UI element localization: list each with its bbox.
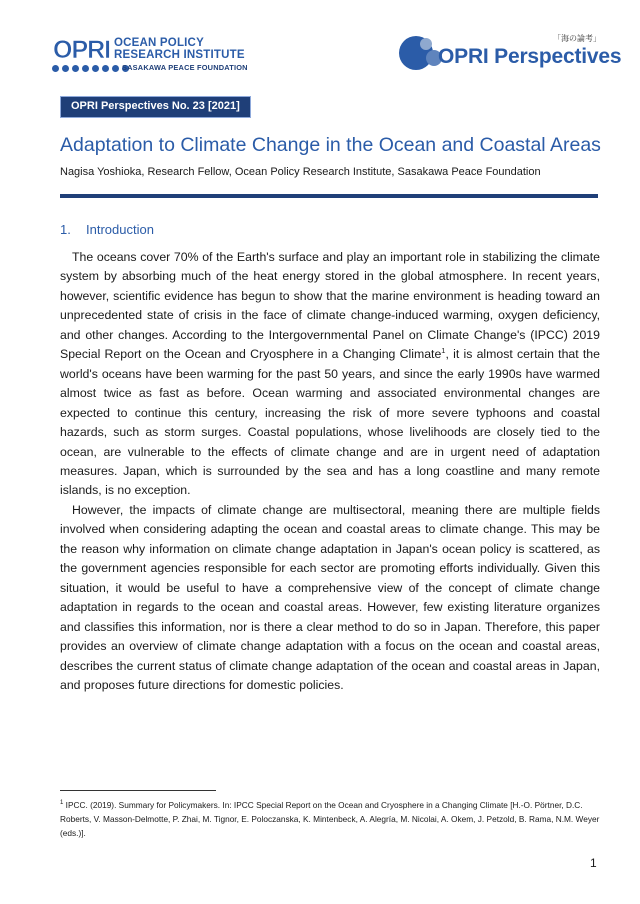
foundation-name: SASAKAWA PEACE FOUNDATION bbox=[122, 63, 248, 72]
perspectives-logo bbox=[398, 33, 622, 77]
series-badge: OPRI Perspectives No. 23 [2021] bbox=[60, 96, 251, 118]
author-line: Nagisa Yoshioka, Research Fellow, Ocean Policy Research Institute, Sasakawa Peace Foundation bbox=[60, 166, 541, 178]
footnote-marker: 1 bbox=[60, 800, 64, 807]
logo-dots bbox=[52, 63, 129, 73]
footnote-text: IPCC. (2019). Summary for Policymakers. In: IPCC Special Report on the Ocean and Cryosphere in a Changing Climate [H.-O. Pörtner, D.C. Roberts, V. Masson-Delmotte, P. Zhai, M. Tignor, E. Poloczanska, K. Mintenbeck, A. Alegría, M. Nicolai, A. Okem, J. Petzold, B. Rama, N.M. Weyer (eds.)]. bbox=[60, 800, 600, 838]
opri-logo bbox=[52, 36, 282, 76]
footnote-divider bbox=[60, 790, 216, 791]
body-text bbox=[60, 248, 600, 695]
paragraph-text: The oceans cover 70% of the Earth's surface and play an important role in stabilizing the climate system by absorbing much of the heat energy stored in the global atmosphere. In recent years, however, scientific evidence has begun to show that the marine environment is heading toward an unprecedented state of crisis in the face of climate change-induced warming, oxygen deficiency, and other changes. According to the Intergovernmental Panel on Climate Change's (IPCC) 2019 Special Report on the Ocean and Cryosphere in a Changing Climate bbox=[60, 250, 600, 362]
footnote-reference[interactable]: 1 bbox=[441, 346, 446, 356]
paragraph: However, the impacts of climate change are multisectoral, meaning there are multiple fields involved when considering adapting the ocean and coastal areas to climate change. This may be the reason why information on climate change adaptation in Japan's ocean policy is scattered, as the government agencies responsible for each sector are promoting efforts individually. Given this situation, it would be useful to have a comprehensive view of the concept of climate change adaptation in regards to the ocean and coastal areas. However, few existing literature organizes and classifies this information, nor is there a clear method to do so in Japan. Therefore, this paper provides an overview of climate change adaptation with a focus on the ocean and coastal areas, describes the current status of climate change adaptation of the ocean and coastal areas in Japan, and proposes future directions for domestic policies. bbox=[60, 502, 600, 692]
opri-logo-letters: OPRI bbox=[53, 36, 110, 62]
perspectives-title: OPRI Perspectives bbox=[438, 45, 622, 68]
section-title: Introduction bbox=[86, 222, 154, 237]
institute-name bbox=[114, 37, 245, 61]
paper-title: Adaptation to Climate Change in the Ocean and Coastal Areas bbox=[60, 134, 601, 156]
institute-name-line1: OCEAN POLICY bbox=[114, 37, 204, 49]
title-divider bbox=[60, 194, 598, 198]
footnote bbox=[60, 798, 600, 840]
perspectives-japanese-title: 「海の論考」 bbox=[553, 34, 601, 43]
page-number: 1 bbox=[590, 856, 597, 870]
section-heading bbox=[60, 222, 154, 237]
institute-name-line2: RESEARCH INSTITUTE bbox=[114, 49, 245, 61]
paragraph-text: , it is almost certain that the world's oceans have been warming for the past 50 years, and since the early 1990s have warmed almost twice as fast as before. Ocean warming and associated environmental changes are expected to continue this century, increasing the risk of more severe typhoons and coastal hazards, such as storm surges. Coastal populations, whose livelihoods are closely tied to the ocean, are vulnerable to the effects of climate change and are in urgent need of adaptation measures. Japan, which is surrounded by the sea and has a long coastline and many remote islands, is no exception. bbox=[60, 347, 600, 498]
opri-logo-mark bbox=[52, 36, 110, 62]
paragraph bbox=[60, 248, 600, 501]
section-number: 1. bbox=[60, 222, 71, 237]
